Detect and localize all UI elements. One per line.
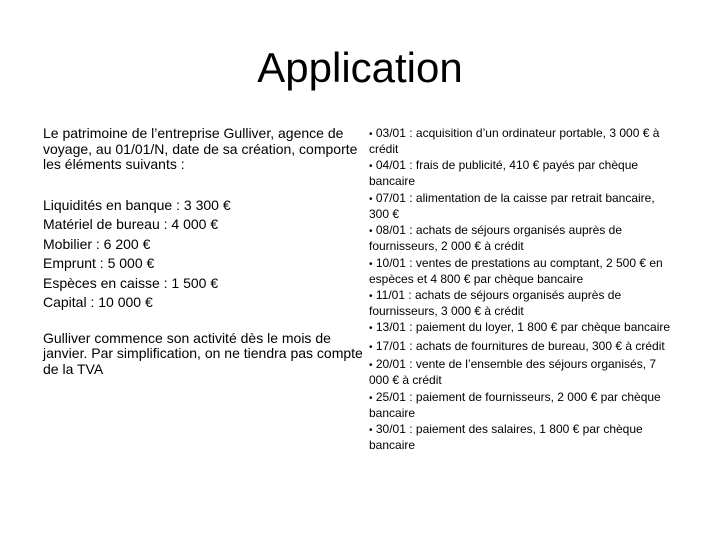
operation-text: 08/01 : achats de séjours organisés auprès de fournisseurs, 2 000 € à crédit <box>369 223 623 254</box>
operation-text: 07/01 : alimentation de la caisse par retrait bancaire, 300 € <box>369 190 655 221</box>
bullet-icon: • <box>369 258 373 270</box>
operation-text: 25/01 : paiement de fournisseurs, 2 000 € par chèque bancaire <box>369 389 661 420</box>
bullet-icon: • <box>369 129 373 140</box>
operation-item <box>369 390 672 420</box>
operation-item <box>369 288 672 318</box>
operations-list <box>369 126 672 452</box>
bullet-icon: • <box>369 161 373 173</box>
operation-item <box>369 422 672 452</box>
operation-text: 04/01 : frais de publicité, 410 € payés par chèque bancaire <box>369 158 639 189</box>
asset-item: Capital : 10 000 € <box>43 294 153 310</box>
asset-item: Mobilier : 6 200 € <box>43 235 151 252</box>
bullet-icon: • <box>369 290 373 302</box>
bullet-icon: • <box>369 323 373 335</box>
bullet-icon: • <box>369 360 373 372</box>
operation-item <box>369 320 672 336</box>
asset-item: Matériel de bureau : 4 000 € <box>43 216 219 232</box>
operation-item <box>369 357 672 387</box>
bullet-icon: • <box>369 424 373 436</box>
bullet-icon: • <box>369 341 373 353</box>
bullet-icon: • <box>369 392 373 404</box>
operation-item <box>369 339 672 355</box>
asset-item: Liquidités en banque : 3 300 € <box>43 196 231 213</box>
operation-item <box>369 256 672 286</box>
assets-list <box>43 196 363 313</box>
outro-text: Gulliver commence son activité dès le mois de janvier. Par simplification, on ne tiendra pas compte de la TVA <box>43 329 363 377</box>
operation-text: 30/01 : paiement des salaires, 1 800 € par chèque bancaire <box>369 421 643 452</box>
left-column <box>43 126 363 377</box>
operation-text: 10/01 : ventes de prestations au comptant, 2 500 € en espèces et 4 800 € par chèque bancaire <box>369 255 663 286</box>
operation-text: 03/01 : acquisition d’un ordinateur portable, 3 000 € à crédit <box>369 126 660 156</box>
operation-item <box>369 126 672 156</box>
intro-text: Le patrimoine de l’entreprise Gulliver, agence de voyage, au 01/01/N, date de sa création, comporte les éléments suivants : <box>43 125 358 172</box>
operation-text: 13/01 : paiement du loyer, 1 800 € par chèque bancaire <box>375 320 671 335</box>
asset-item: Emprunt : 5 000 € <box>43 255 155 271</box>
slide-title: Application <box>257 44 463 91</box>
asset-item: Espèces en caisse : 1 500 € <box>43 274 219 291</box>
right-column <box>369 126 672 454</box>
operation-text: 11/01 : achats de séjours organisés auprès de fournisseurs, 3 000 € à crédit <box>369 287 622 318</box>
operation-item <box>369 191 672 221</box>
operation-item <box>369 223 672 253</box>
operation-item <box>369 158 672 188</box>
operation-text: 17/01 : achats de fournitures de bureau, 300 € à crédit <box>375 338 665 353</box>
operation-text: 20/01 : vente de l’ensemble des séjours organisés, 7 000 € à crédit <box>369 357 657 388</box>
bullet-icon: • <box>369 193 373 205</box>
bullet-icon: • <box>369 226 373 238</box>
